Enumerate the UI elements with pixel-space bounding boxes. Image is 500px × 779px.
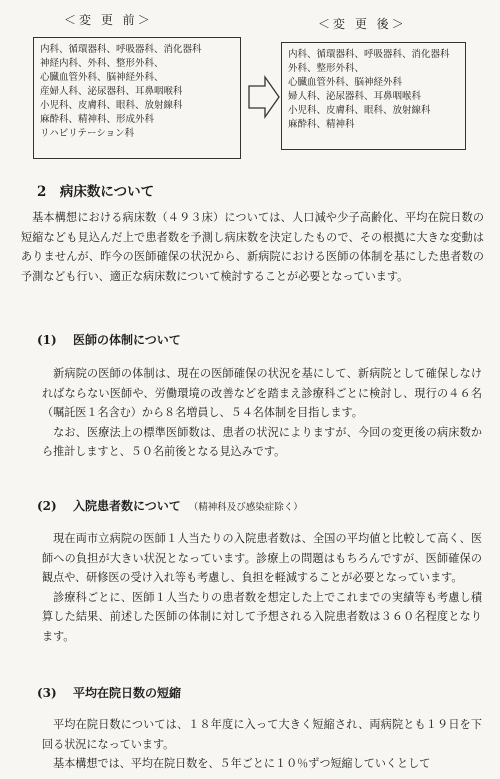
subsection-2-number: (2)	[37, 499, 57, 513]
subsection-1-title: 医師の体制について	[73, 333, 181, 347]
before-line: 内科、循環器科、呼吸器科、消化器科	[40, 44, 202, 55]
before-line: 産婦人科、泌尿器科、耳鼻咽喉科	[40, 86, 183, 97]
intro-paragraph: 基本構想における病床数（４９３床）については、人口減や少子高齢化、平均在院日数の短縮なども見込んだ上で患者数を予測し病床数を決定したもので、その根拠に大きな変動はありませんが、昨今の医師確保の状況から、新病院における医師の体制を基にした患者数の予測なども行い、適正な病床数について検討することが必要となっています。	[21, 211, 484, 283]
after-line: 婦人科、泌尿器科、耳鼻咽喉科	[288, 91, 422, 102]
section-2-title: 2 病床数について	[37, 184, 155, 200]
after-label: ＜変 更 後＞	[318, 17, 407, 31]
paragraph: 現在両市立病院の医師１人当たりの入院患者数は、全国の平均値と比較して高く、医師への負担が大きい状況となっています。診療上の問題はもちろんですが、医師確保の観点や、研修医の受け入れ等も考慮し、負担を軽減することが必要となっています。	[42, 532, 482, 585]
before-label: ＜変 更 前＞	[64, 13, 153, 27]
after-line: 外科、整形外科、	[288, 63, 365, 74]
before-line: リハビリテーション科	[40, 128, 135, 139]
subsection-1-body	[42, 364, 482, 462]
subsection-2-note: （精神科及び感染症除く）	[188, 502, 303, 513]
subsection-3-title: 平均在院日数の短縮	[73, 686, 182, 700]
before-departments-box	[33, 37, 241, 159]
right-arrow-icon	[247, 74, 281, 120]
subsection-2-body	[42, 529, 482, 647]
paragraph: 新病院の医師の体制は、現在の医師確保の状況を基にして、新病院として確保しなければならない医師や、労働環境の改善などを踏まえ診療科ごとに検討し、現行の４６名（嘱託医１名含む）から８名増員し、５４名体制を目指します。	[42, 367, 482, 420]
before-line: 心臓血管外科、脳神経外科、	[40, 72, 164, 83]
before-line: 小児科、皮膚科、眼科、放射線科	[40, 100, 183, 111]
subsection-3-number: (3)	[37, 686, 57, 700]
section-2-intro	[21, 208, 484, 286]
paragraph: 基本構想では、平均在院日数を、５年ごとに１０％ずつ短縮していくとして	[53, 757, 431, 771]
subsection-1-number: (1)	[37, 333, 57, 347]
paragraph: 平均在院日数については、１８年度に入って大きく短縮され、両病院とも１９日を下回る状況になっています。	[42, 718, 482, 751]
subsection-1-heading	[37, 331, 181, 348]
subsection-2-heading	[37, 497, 303, 514]
paragraph: 診療科ごとに、医師１人当たりの患者数を想定した上でこれまでの実績等も考慮し積算した結果、前述した医師の体制に対して予想される入院患者数は３６０名程度となります。	[42, 590, 482, 643]
after-departments-box	[281, 42, 466, 150]
after-line: 麻酔科、精神科	[288, 119, 355, 130]
subsection-2-title: 入院患者数について	[73, 499, 181, 513]
subsection-3-body	[42, 715, 482, 774]
after-line: 小児科、皮膚科、眼科、放射線科	[288, 105, 431, 116]
subsection-3-heading	[37, 684, 181, 701]
before-line: 麻酔科、精神科、形成外科	[40, 114, 155, 125]
after-line: 心臓血管外科、脳神経外科	[288, 77, 403, 88]
before-line: 神経内科、外科、整形外科、	[40, 58, 164, 69]
after-line: 内科、循環器科、呼吸器科、消化器科	[288, 49, 450, 60]
paragraph: なお、医療法上の標準医師数は、患者の状況によりますが、今回の変更後の病床数から推計しますと、５０名前後となる見込みです。	[42, 425, 482, 459]
